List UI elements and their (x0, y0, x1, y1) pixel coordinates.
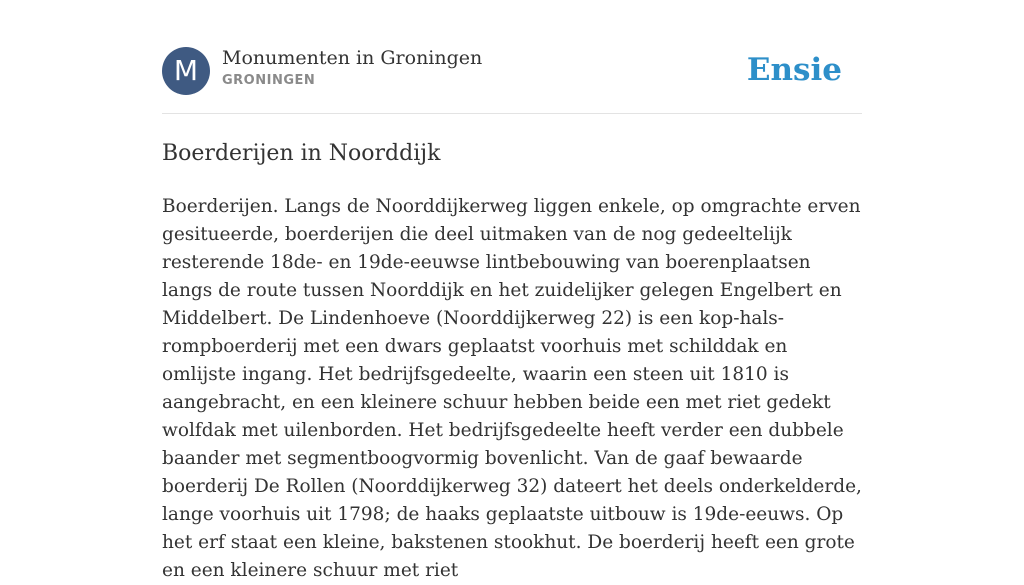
ensie-logo[interactable]: Ensie (746, 52, 842, 88)
article-body: Boerderijen. Langs de Noorddijkerweg liggen enkele, op omgrachte erven gesitueerde, boerderijen die deel uitmaken van de nog gedeeltelijk resterende 18de- en 19de-eeuwse lintbebouwing van boerenplaatsen langs de route tussen Noorddijk en het zuidelijker gelegen Engelbert en Middelbert. De Lindenhoeve (Noorddijkerweg 22) is een kop-hals-rompboerderij met een dwars geplaatst voorhuis met schilddak en omlijste ingang. Het bedrijfsgedeelte, waarin een steen uit 1810 is aangebracht, en een kleinere schuur hebben beide een met riet gedekt wolfdak met uilenborden. Het bedrijfsgedeelte heeft verder een dubbele baander met segmentboogvormig bovenlicht. Van de gaaf bewaarde boerderij De Rollen (Noorddijkerweg 32) dateert het deels onderkelderde, lange voorhuis uit 1798; de haaks geplaatste uitbouw is 19de-eeuws. Op het erf staat een kleine, bakstenen stookhut. De boerderij heeft een grote en een kleinere schuur met riet (162, 196, 862, 581)
source-header (162, 0, 862, 114)
source-title[interactable]: Monumenten in Groningen (222, 47, 483, 69)
source-avatar[interactable]: M (162, 47, 210, 95)
article-card (162, 0, 862, 585)
source-location: GRONINGEN (222, 73, 316, 88)
article-title: Boerderijen in Noorddijk (162, 141, 441, 166)
source-info (222, 46, 482, 89)
